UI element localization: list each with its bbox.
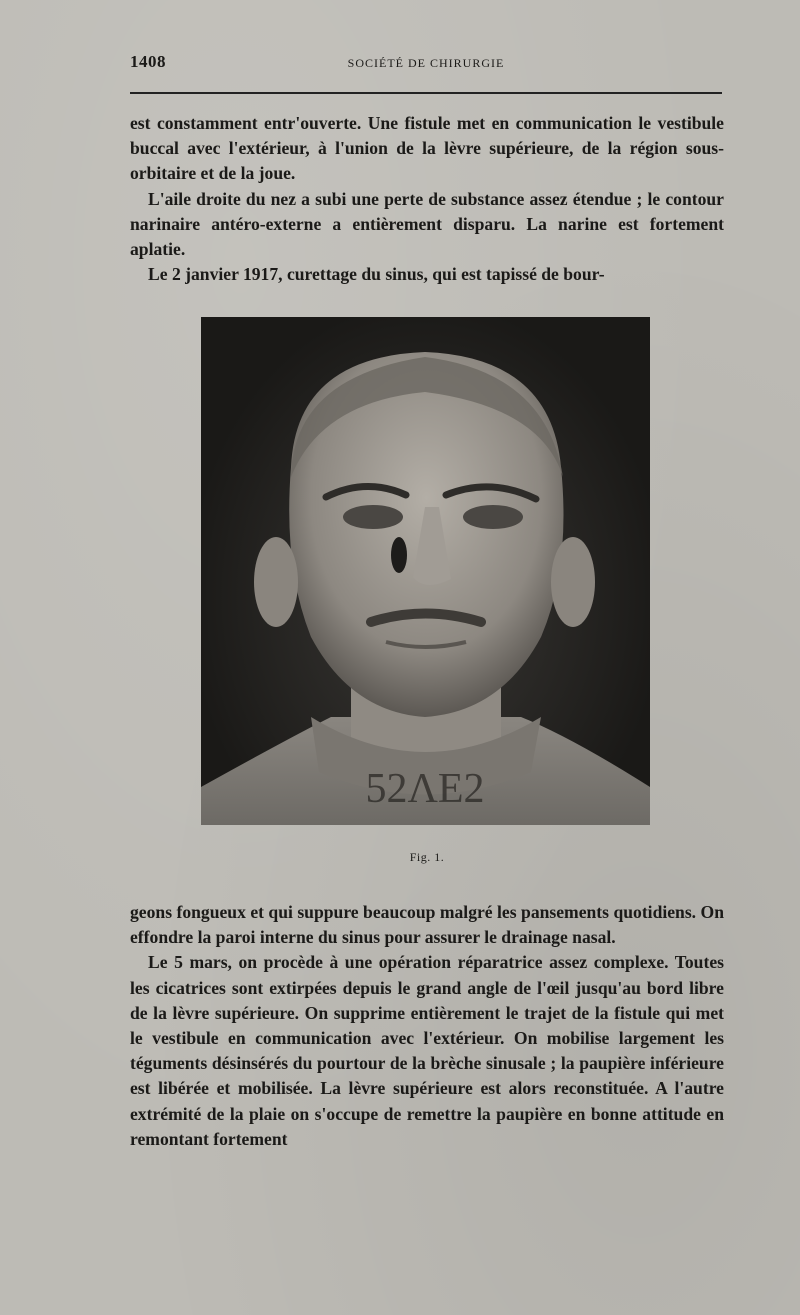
- portrait-illustration: [201, 317, 650, 825]
- paragraph: L'aile droite du nez a subi une perte de substance assez étendue ; le contour narinaire antéro-externe a entièrement disparu. La narine est fortement aplatie.: [130, 188, 724, 260]
- page-header: [130, 52, 722, 76]
- text-block-top: [130, 111, 724, 287]
- text-block-bottom: [130, 900, 724, 1152]
- collar-number: 52ΛΕ2: [365, 766, 485, 812]
- patient-photograph: [201, 317, 650, 825]
- header-rule: [130, 92, 722, 94]
- scar-mark: [391, 537, 407, 573]
- paragraph: est constamment entr'ouverte. Une fistule met en communication le vestibule buccal avec l'extérieur, à l'union de la lèvre supérieure, de la région sous-orbitaire et de la joue.: [130, 113, 724, 184]
- paragraph: Le 5 mars, on procède à une opération réparatrice assez complexe. Toutes les cicatrices sont extirpées depuis le grand angle de l'œil jusqu'au bord libre de la lèvre supérieure. On supprime entièrement le trajet de la fistule qui met le vestibule en communication avec l'extérieur. On mobilise largement les téguments désinsérés du pourtour de la brèche sinusale ; la paupière inférieure est libérée et mobilisée. La lèvre supérieure est alors reconstituée. A l'autre extrémité de la plaie on s'occupe de remettre la paupière en bonne attitude en remontant fortement: [130, 952, 724, 1149]
- right-ear: [551, 537, 595, 627]
- page-number: 1408: [130, 52, 166, 71]
- figure-caption: Fig. 1.: [409, 850, 445, 864]
- running-title: SOCIÉTÉ DE CHIRURGIE: [347, 56, 505, 70]
- right-eye: [463, 505, 523, 529]
- paragraph: geons fongueux et qui suppure beaucoup malgré les pansements quotidiens. On effondre la paroi interne du sinus pour assurer le drainage nasal.: [130, 902, 724, 948]
- paragraph: Le 2 janvier 1917, curettage du sinus, qui est tapissé de bour-: [148, 264, 605, 285]
- left-eye: [343, 505, 403, 529]
- left-ear: [254, 537, 298, 627]
